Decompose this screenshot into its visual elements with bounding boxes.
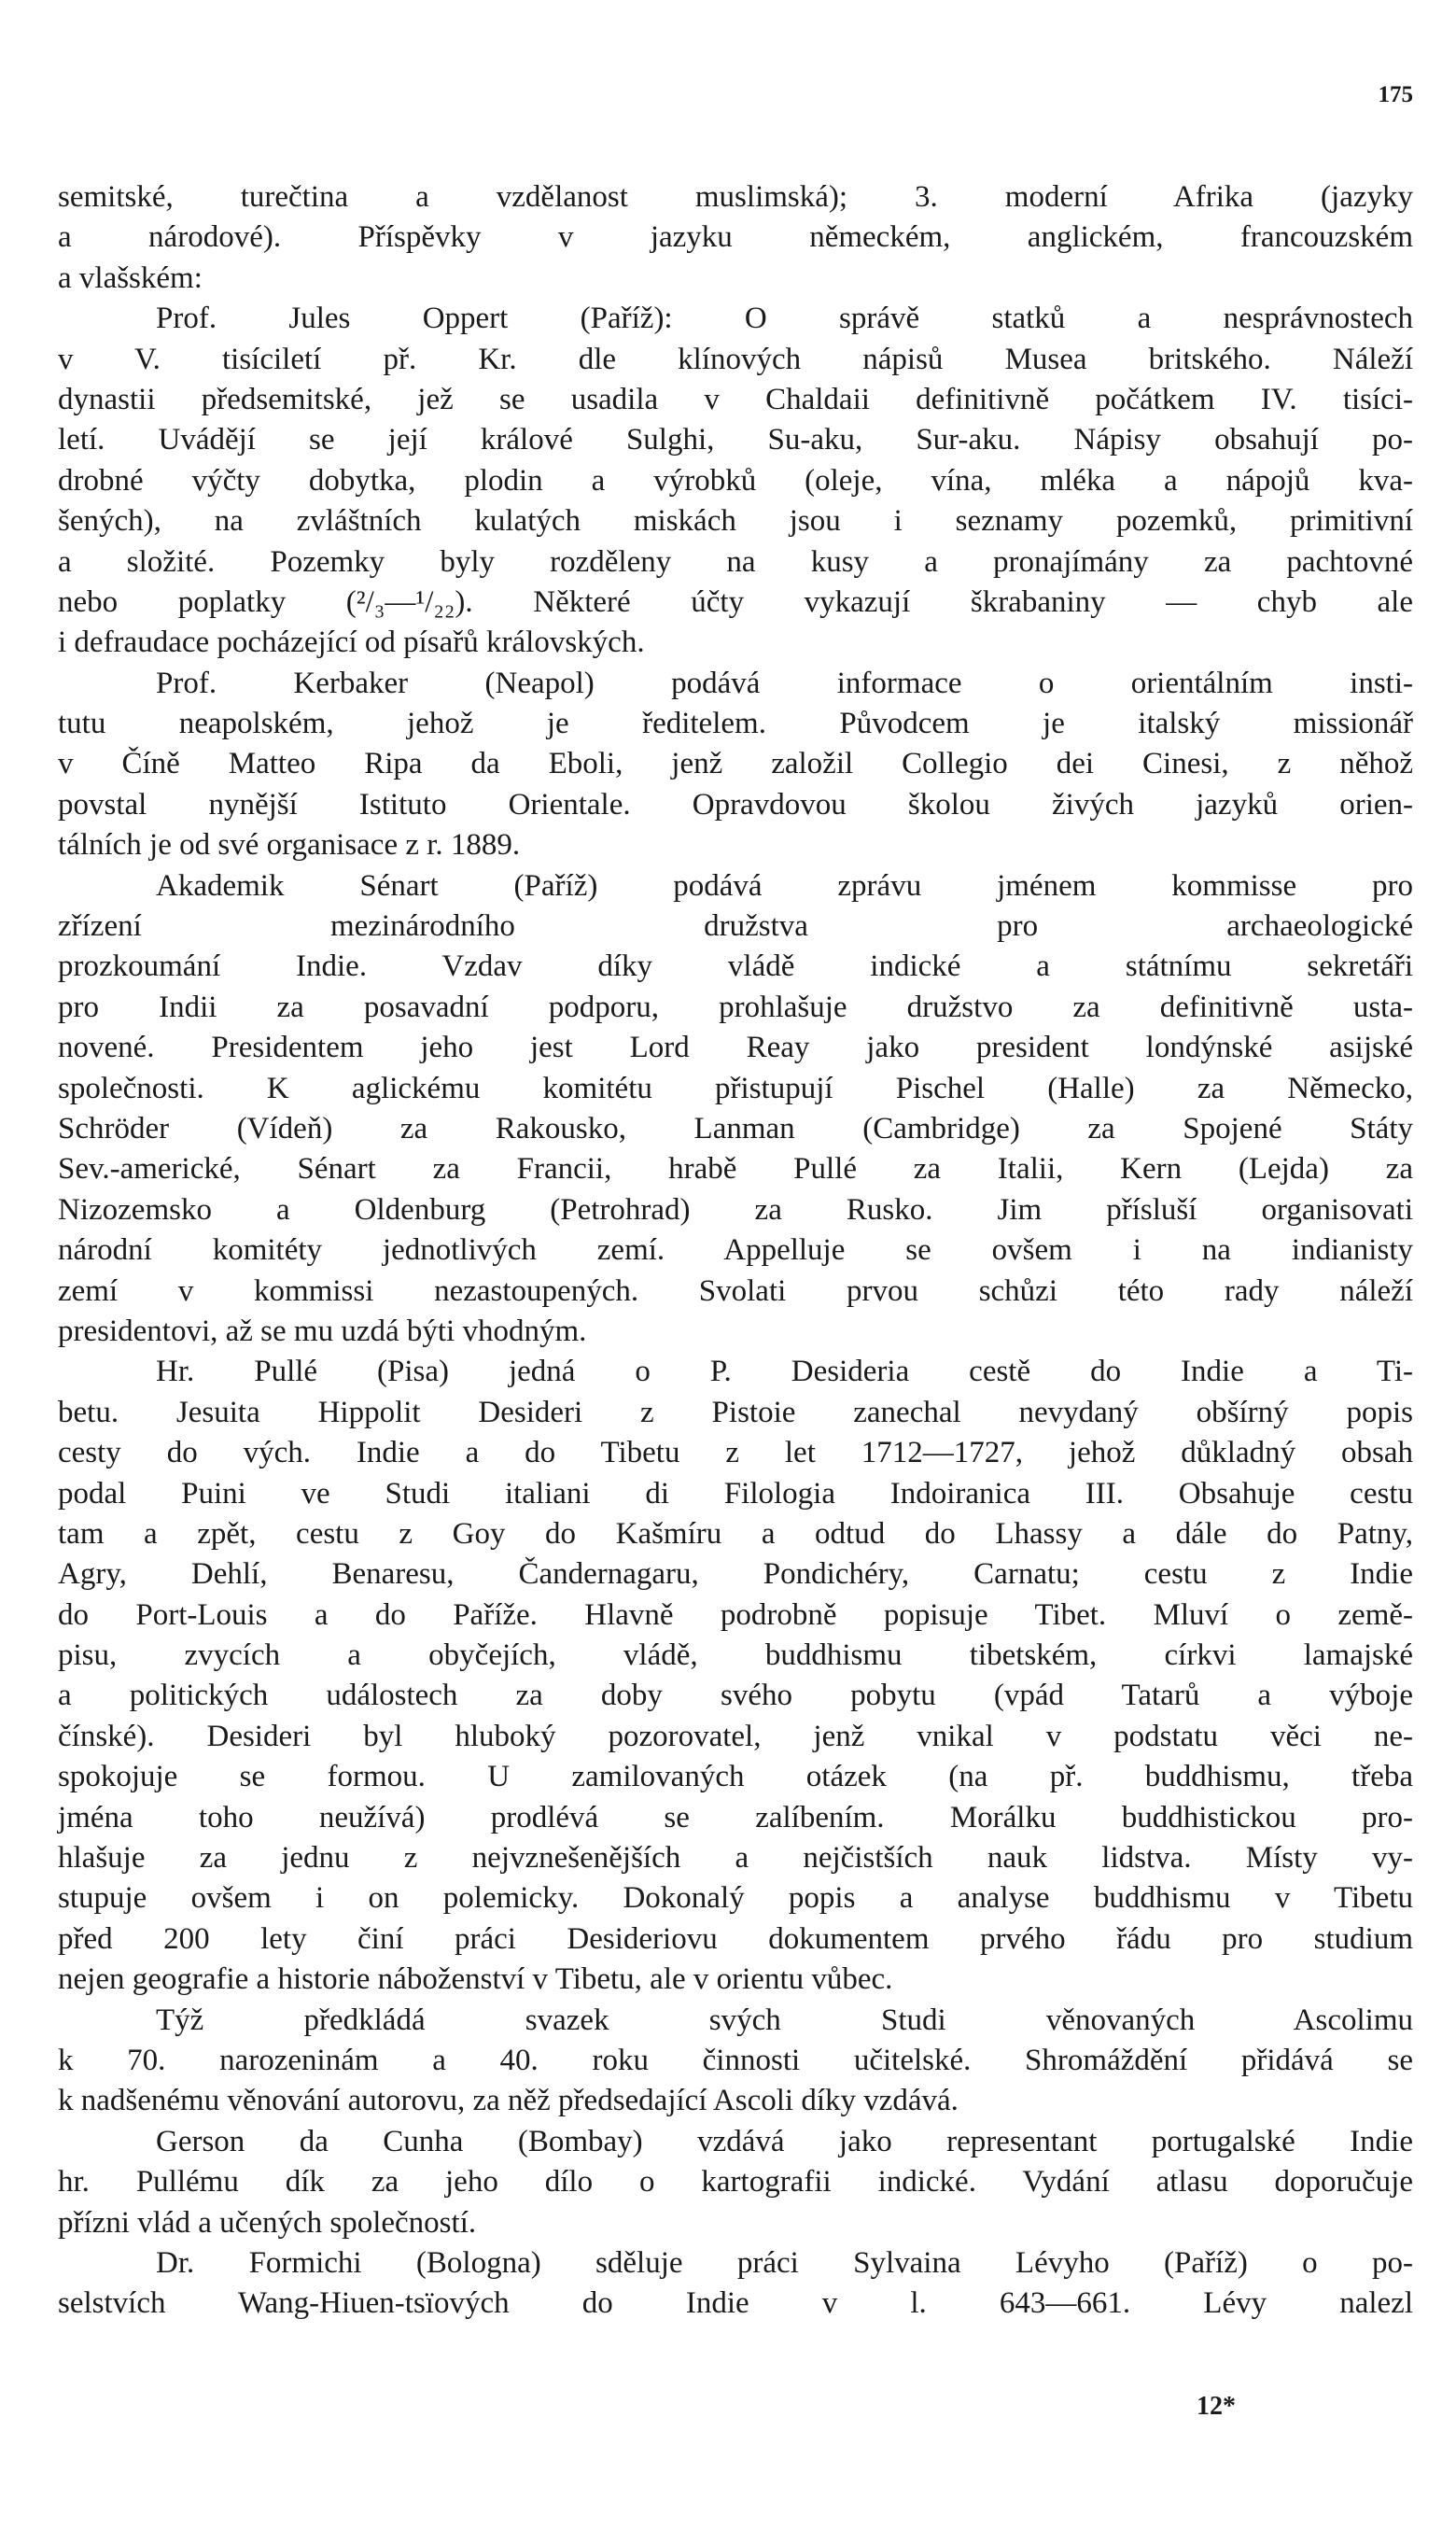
text-line: před 200 lety činí práci Desideriovu dokumentem prvého řádu pro studium xyxy=(58,1921,1413,1956)
text-line: Týž předkládá svazek svých Studi věnovaných Ascolimu xyxy=(156,2003,1413,2037)
text-line: Prof. Kerbaker (Neapol) podává informace o orientálním insti- xyxy=(156,666,1413,700)
text-line: tutu neapolském, jehož je ředitelem. Původcem je italský missionář xyxy=(58,707,1413,741)
text-line: cesty do vých. Indie a do Tibetu z let 1712—1727, jehož důkladný obsah xyxy=(58,1436,1413,1470)
text-line: k nadšenému věnování autorovu, za něž předsedající Ascoli díky vzdává. xyxy=(58,2084,959,2118)
text-line: novené. Presidentem jeho jest Lord Reay jako president londýnské asijské xyxy=(58,1031,1413,1065)
text-line: Nizozemsko a Oldenburg (Petrohrad) za Rusko. Jim přísluší organisovati xyxy=(58,1192,1413,1227)
text-line: v Číně Matteo Ripa da Eboli, jenž založil Collegio dei Cinesi, z něhož xyxy=(58,747,1413,781)
text-line: presidentovi, až se mu uzdá býti vhodným. xyxy=(58,1314,587,1348)
text-line: Dr. Formichi (Bologna) sděluje práci Sylvaina Lévyho (Paříž) o po- xyxy=(156,2245,1413,2280)
text-line: Agry, Dehlí, Benaresu, Čandernagaru, Pondichéry, Carnatu; cestu z Indie xyxy=(58,1557,1413,1592)
body-text xyxy=(58,177,1413,2325)
text-line: a složité. Pozemky byly rozděleny na kusy a pronajímány za pachtovné xyxy=(58,544,1413,579)
text-line: společnosti. K aglickému komitétu přistupují Pischel (Halle) za Německo, xyxy=(58,1071,1413,1105)
text-line: Akademik Sénart (Paříž) podává zprávu jménem kommisse pro xyxy=(156,868,1413,903)
text-line: Hr. Pullé (Pisa) jedná o P. Desideria cestě do Indie a Ti- xyxy=(156,1355,1413,1389)
text-line: zemí v kommissi nezastoupených. Svolati prvou schůzi této rady náleží xyxy=(58,1273,1413,1308)
text-line: hlašuje za jednu z nejvznešenějších a nejčistších nauk lidstva. Místy vy- xyxy=(58,1841,1413,1876)
text-line: letí. Uvádějí se její králové Sulghi, Su-aku, Sur-aku. Nápisy obsahují po- xyxy=(58,423,1413,457)
text-line: Gerson da Cunha (Bombay) vzdává jako representant portugalské Indie xyxy=(156,2124,1413,2158)
text-line: podal Puini ve Studi italiani di Filologia Indoiranica III. Obsahuje cestu xyxy=(58,1476,1413,1511)
text-line: betu. Jesuita Hippolit Desideri z Pistoie zanechal nevydaný obšírný popis xyxy=(58,1395,1413,1429)
text-line: šených), na zvláštních kulatých miskách jsou i seznamy pozemků, primitivní xyxy=(58,504,1413,539)
text-line: prozkoumání Indie. Vzdav díky vládě indické a státnímu sekretáři xyxy=(58,949,1413,984)
text-line: drobné výčty dobytka, plodin a výrobků (oleje, vína, mléka a nápojů kva- xyxy=(58,463,1413,498)
text-line: povstal nynější Istituto Orientale. Opravdovou školou živých jazyků orien- xyxy=(58,787,1413,822)
text-line: i defraudace pocházející od písařů královských. xyxy=(58,625,645,660)
text-line: národní komitéty jednotlivých zemí. Appelluje se ovšem i na indianisty xyxy=(58,1233,1413,1268)
text-line: zřízení mezinárodního družstva pro archaeologické xyxy=(58,909,1413,944)
text-line: hr. Pullému dík za jeho dílo o kartografii indické. Vydání atlasu doporučuje xyxy=(58,2165,1413,2200)
page-number: 175 xyxy=(1378,82,1413,107)
text-line: nejen geografie a historie náboženství v Tibetu, ale v orientu vůbec. xyxy=(58,1962,893,1997)
text-line: pisu, zvycích a obyčejích, vládě, buddhismu tibetském, církvi lamajské xyxy=(58,1638,1413,1673)
text-line: spokojuje se formou. U zamilovaných otázek (na př. buddhismu, třeba xyxy=(58,1760,1413,1794)
text-line: v V. tisíciletí př. Kr. dle klínových nápisů Musea britského. Náleží xyxy=(58,342,1413,376)
text-line: Sev.-americké, Sénart za Francii, hrabě Pullé za Italii, Kern (Lejda) za xyxy=(58,1152,1413,1187)
text-line: selstvích Wang-Hiuen-tsïových do Indie v l. 643—661. Lévy nalezl xyxy=(58,2286,1413,2321)
text-line: pro Indii za posavadní podporu, prohlašuje družstvo za definitivně usta- xyxy=(58,990,1413,1024)
text-line: do Port-Louis a do Paříže. Hlavně podrobně popisuje Tibet. Mluví o země- xyxy=(58,1597,1413,1632)
text-line: a politických událostech za doby svého pobytu (vpád Tatarů a výboje xyxy=(58,1679,1413,1713)
text-line: a vlašském: xyxy=(58,260,203,295)
text-line: nebo poplatky (²/₃—¹/₂₂). Některé účty vykazují škrabaniny — chyb ale xyxy=(58,584,1413,619)
text-line: přízni vlád a učených společností. xyxy=(58,2205,477,2240)
text-line: Schröder (Vídeň) za Rakousko, Lanman (Cambridge) za Spojené Státy xyxy=(58,1111,1413,1146)
text-line: čínské). Desideri byl hluboký pozorovatel, jenž vnikal v podstatu věci ne- xyxy=(58,1719,1413,1753)
text-line: Prof. Jules Oppert (Paříž): O správě statků a nesprávnostech xyxy=(156,302,1413,336)
text-line: a národové). Příspěvky v jazyku německém, anglickém, francouzském xyxy=(58,220,1413,255)
text-line: semitské, turečtina a vzdělanost muslimská); 3. moderní Afrika (jazyky xyxy=(58,180,1413,214)
text-line: stupuje ovšem i on polemicky. Dokonalý popis a analyse buddhismu v Tibetu xyxy=(58,1881,1413,1916)
text-line: tam a zpět, cestu z Goy do Kašmíru a odtud do Lhassy a dále do Patny, xyxy=(58,1516,1413,1551)
text-line: k 70. narozeninám a 40. roku činnosti učitelské. Shromáždění přidává se xyxy=(58,2043,1413,2077)
text-line: dynastii předsemitské, jež se usadila v Chaldaii definitivně počátkem IV. tisíci- xyxy=(58,382,1413,416)
text-line: tálních je od své organisace z r. 1889. xyxy=(58,828,521,863)
signature-mark: 12* xyxy=(1197,2392,1236,2421)
text-line: jména toho neužívá) prodlévá se zalíbením. Morálku buddhistickou pro- xyxy=(58,1800,1413,1834)
